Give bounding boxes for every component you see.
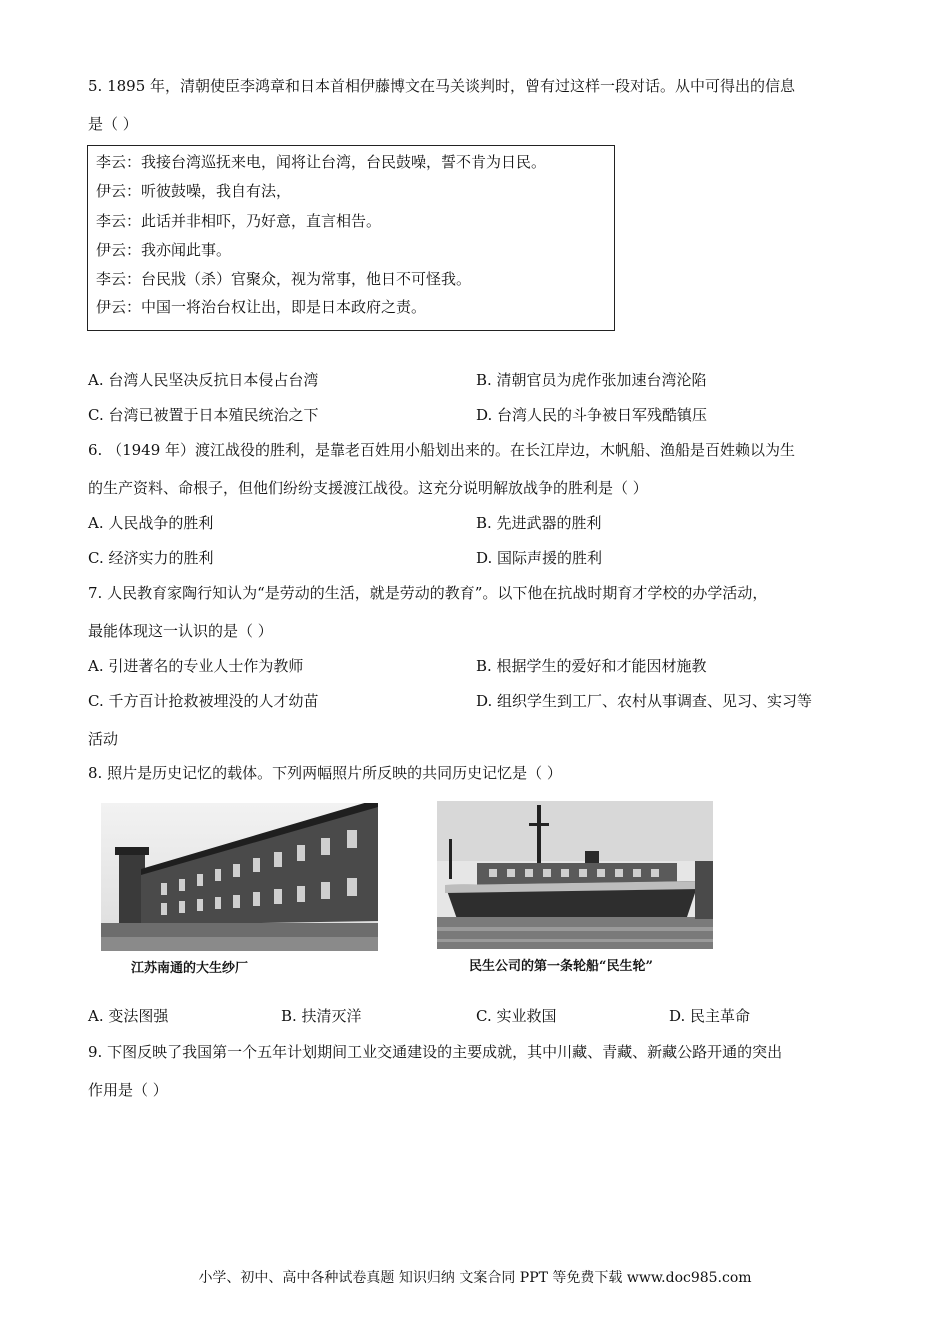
q6-stem-line2: 的生产资料、命根子，但他们纷纷支援渡江战役。这充分说明解放战争的胜利是（ ） — [88, 479, 648, 497]
q5-option-d[interactable]: D. 台湾人民的斗争被日军残酷镇压 — [476, 406, 708, 424]
q5-stem-line2: 是（ ） — [88, 115, 138, 133]
q5-option-b[interactable]: B. 清朝官员为虎作张加速台湾沦陷 — [476, 371, 707, 389]
q8-stem: 8. 照片是历史记忆的载体。下列两幅照片所反映的共同历史记忆是（ ） — [88, 764, 562, 782]
q8-option-d[interactable]: D. 民主革命 — [669, 1007, 751, 1025]
q5-dialogue-line: 李云：此话并非相吓，乃好意，直言相告。 — [96, 212, 382, 230]
q7-stem-line1: 7. 人民教育家陶行知认为“是劳动的生活，就是劳动的教育”。以下他在抗战时期育才学校的办学活动， — [88, 584, 768, 602]
q5-stem-line1: 5. 1895 年，清朝使臣李鸿章和日本首相伊藤博文在马关谈判时，曾有过这样一段对话。从中可得出的信息 — [88, 77, 796, 95]
q8-photo2-caption: 民生公司的第一条轮船“民生轮” — [469, 959, 653, 974]
q6-option-a[interactable]: A. 人民战争的胜利 — [88, 514, 214, 532]
q7-option-c[interactable]: C. 千方百计抢救被埋没的人才幼苗 — [88, 692, 319, 710]
q5-dialogue-line: 伊云：我亦闻此事。 — [96, 241, 232, 259]
q8-photo-steamship — [437, 801, 713, 949]
q7-option-d-continued: 活动 — [88, 730, 119, 748]
q5-dialogue-line: 李云：我接台湾巡抚来电，闻将让台湾，台民鼓噪，誓不肯为日民。 — [96, 153, 547, 171]
q7-option-d[interactable]: D. 组织学生到工厂、农村从事调查、见习、实习等 — [476, 692, 813, 710]
q8-photo1-caption: 江苏南通的大生纱厂 — [131, 961, 249, 976]
steamship-image — [437, 801, 713, 949]
q7-stem-line2: 最能体现这一认识的是（ ） — [88, 622, 273, 640]
q5-option-c[interactable]: C. 台湾已被置于日本殖民统治之下 — [88, 406, 319, 424]
q6-option-c[interactable]: C. 经济实力的胜利 — [88, 549, 214, 567]
q6-option-d[interactable]: D. 国际声援的胜利 — [476, 549, 603, 567]
q9-stem-line2: 作用是（ ） — [88, 1081, 168, 1099]
q5-option-a[interactable]: A. 台湾人民坚决反抗日本侵占台湾 — [88, 371, 319, 389]
q5-dialogue-line: 伊云：听彼鼓噪，我自有法， — [96, 182, 292, 200]
page-footer: 小学、初中、高中各种试卷真题 知识归纳 文案合同 PPT 等免费下载 www.doc985.com — [198, 1270, 752, 1286]
q5-dialogue-line: 李云：台民戕（杀）官聚众，视为常事，他日不可怪我。 — [96, 270, 472, 288]
factory-building-image — [101, 803, 378, 951]
q8-photo-textile-mill — [101, 803, 378, 951]
q8-option-c[interactable]: C. 实业救国 — [476, 1007, 557, 1025]
q8-option-a[interactable]: A. 变法图强 — [88, 1007, 169, 1025]
q5-dialogue-box — [87, 145, 615, 331]
q6-option-b[interactable]: B. 先进武器的胜利 — [476, 514, 602, 532]
q9-stem-line1: 9. 下图反映了我国第一个五年计划期间工业交通建设的主要成就，其中川藏、青藏、新藏公路开通的突出 — [88, 1043, 783, 1061]
q8-option-b[interactable]: B. 扶清灭洋 — [281, 1007, 362, 1025]
q6-stem-line1: 6. （1949 年）渡江战役的胜利，是靠老百姓用小船划出来的。在长江岸边，木帆船、渔船是百姓赖以为生 — [88, 441, 796, 459]
q7-option-a[interactable]: A. 引进著名的专业人士作为教师 — [88, 657, 304, 675]
q5-dialogue-line: 伊云：中国一将治台权让出，即是日本政府之责。 — [96, 298, 427, 316]
q7-option-b[interactable]: B. 根据学生的爱好和才能因材施教 — [476, 657, 707, 675]
